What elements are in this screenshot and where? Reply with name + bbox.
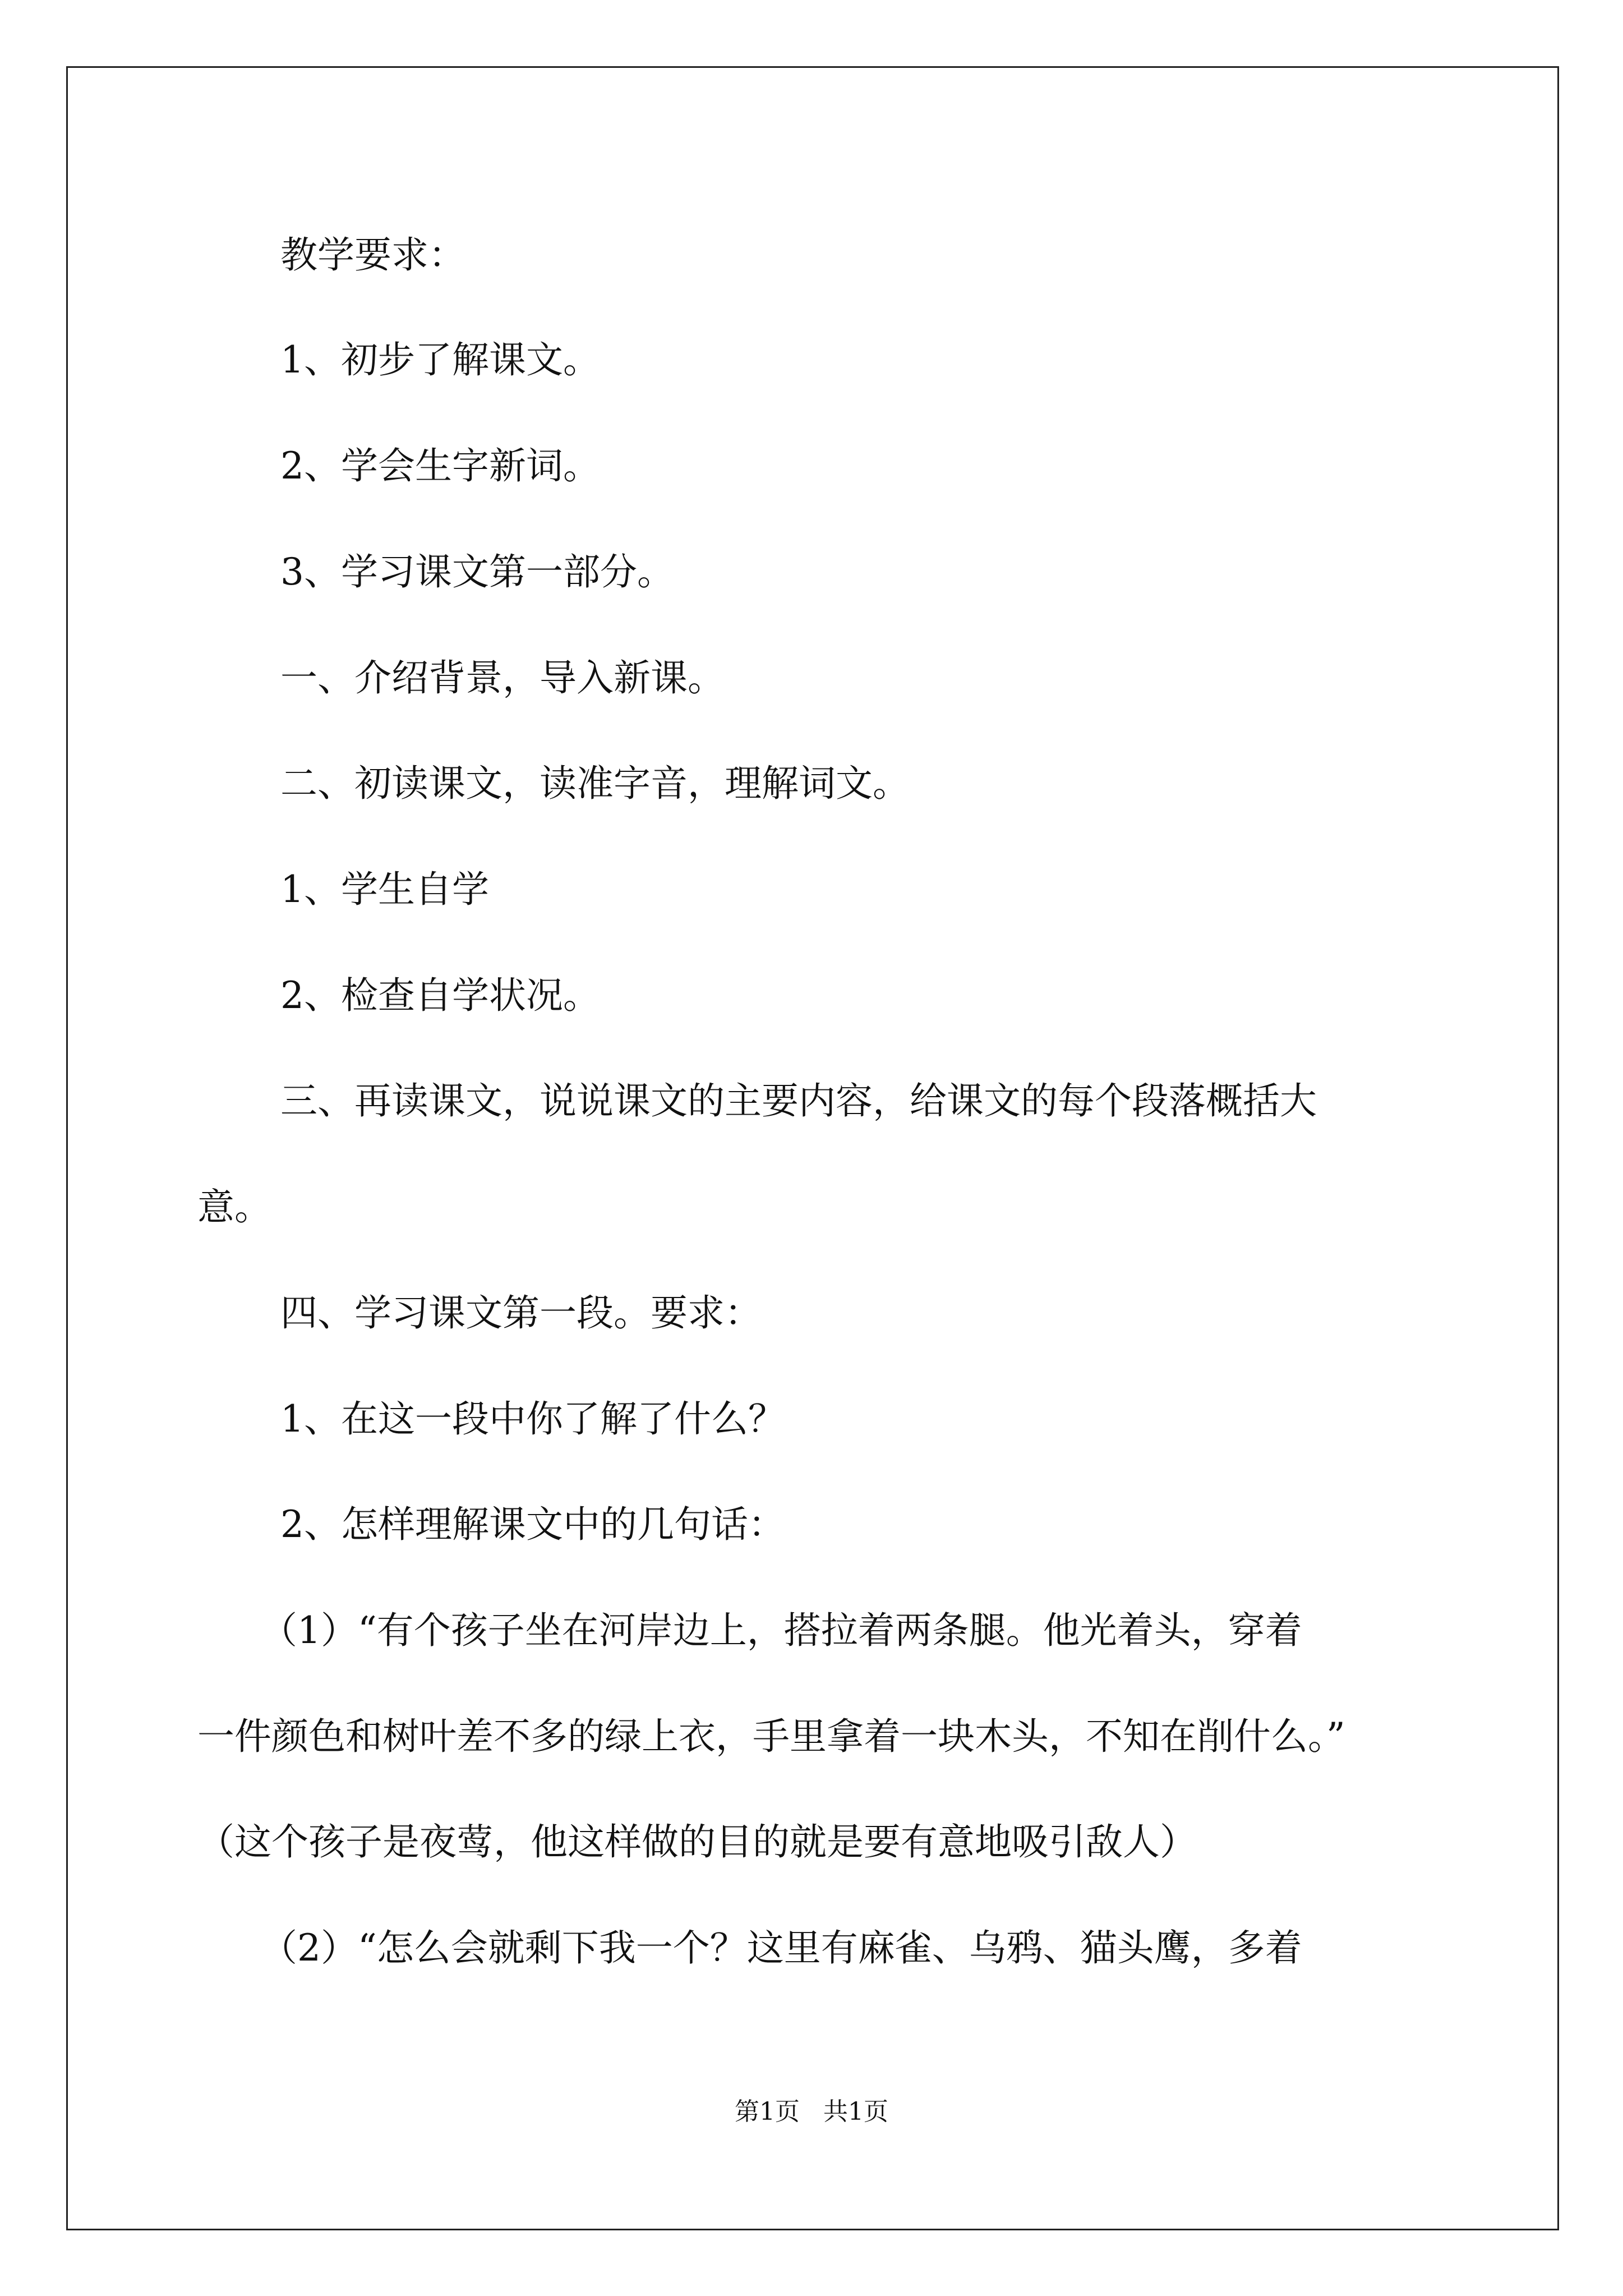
list-item-check: 2、检查自学状况。 <box>280 974 600 1017</box>
requirement-item-2: 2、学会生字新词。 <box>280 444 600 487</box>
question-item-1: 1、在这一段中你了解了什么？ <box>280 1397 785 1441</box>
requirement-item-3: 3、学习课文第一部分。 <box>280 550 674 593</box>
quote-paragraph-1-note: （这个孩子是夜莺，他这样做的目的就是要有意地吸引敌人） <box>197 1820 1197 1864</box>
section-heading-1: 一、介绍背景，导入新课。 <box>280 656 725 700</box>
quote-paragraph-1-continued: 一件颜色和树叶差不多的绿上衣，手里拿着一块木头，不知在削什么。” <box>197 1715 1345 1758</box>
question-item-2: 2、怎样理解课文中的几句话： <box>280 1503 785 1546</box>
section-heading-3: 三、再读课文，说说课文的主要内容，给课文的每个段落概括大 <box>280 1079 1317 1122</box>
quote-paragraph-1: （1）“有个孩子坐在河岸边上，搭拉着两条腿。他光着头，穿着 <box>260 1609 1302 1652</box>
requirement-item-1: 1、初步了解课文。 <box>280 338 600 381</box>
page-total: 共1页 <box>823 2097 888 2126</box>
teaching-requirements-heading: 教学要求： <box>280 233 465 277</box>
section-heading-2: 二、初读课文，读准字音，理解词文。 <box>280 762 910 805</box>
section-heading-3-continued: 意。 <box>197 1185 271 1228</box>
page-footer <box>0 2091 1623 2127</box>
list-item-self-study: 1、学生自学 <box>280 868 489 911</box>
page-border <box>66 66 1559 2230</box>
section-heading-4: 四、学习课文第一段。要求： <box>280 1291 762 1335</box>
quote-paragraph-2: （2）“怎么会就剩下我一个？这里有麻雀、乌鸦、猫头鹰，多着 <box>260 1926 1302 1970</box>
page-number: 第1页 <box>735 2097 800 2126</box>
